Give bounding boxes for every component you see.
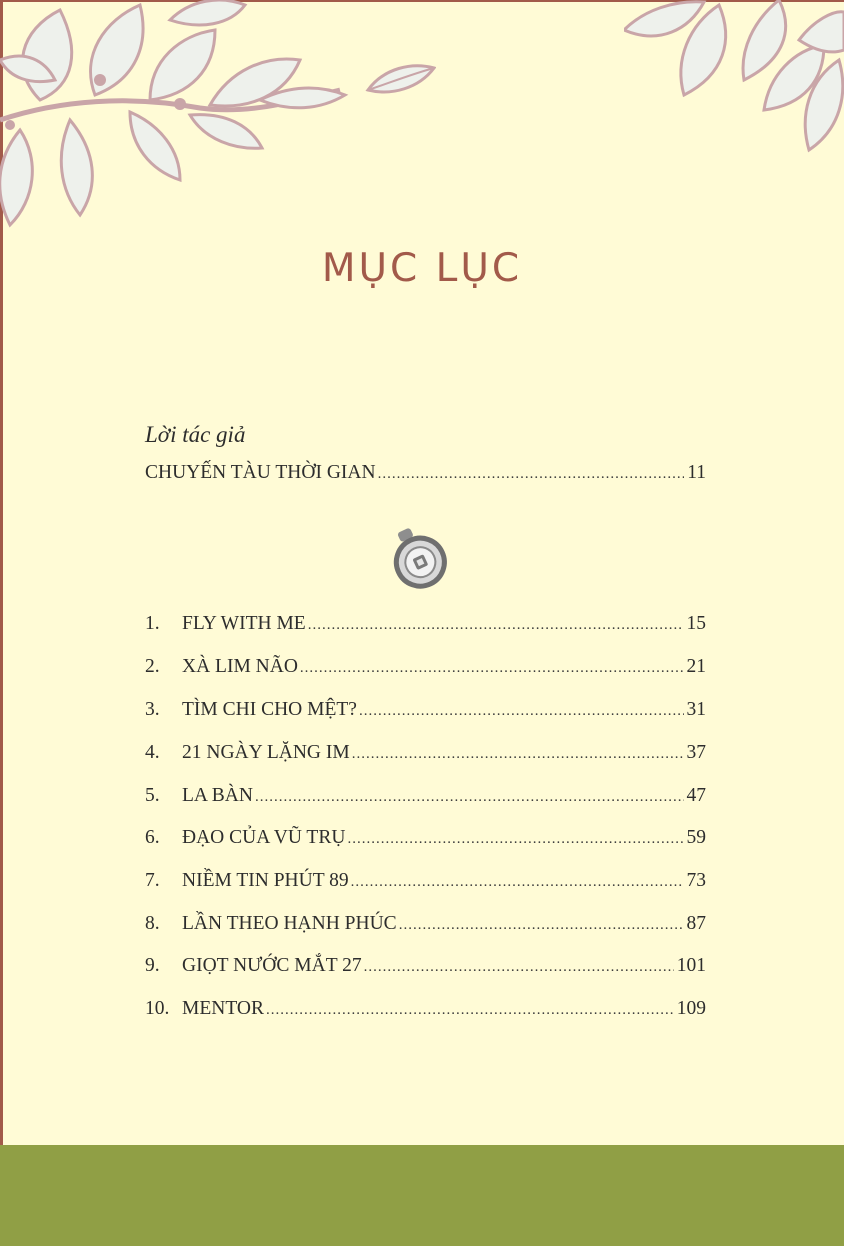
toc-leader-dots: [352, 746, 684, 763]
toc-page-number: 87: [686, 913, 706, 934]
floating-leaf-decoration: [364, 60, 436, 96]
floral-branch-right-decoration: [624, 0, 844, 160]
toc-page-number: 37: [686, 742, 706, 763]
toc-page-number: 31: [686, 699, 706, 720]
toc-entry-title: LA BÀN: [182, 785, 253, 806]
toc-entry-title: FLY WITH ME: [182, 613, 306, 634]
toc-entry-title: TÌM CHI CHO MỆT?: [182, 699, 357, 720]
toc-page-number: 15: [686, 613, 706, 634]
toc-entry-number: 2.: [145, 656, 160, 677]
toc-entry-number: 1.: [145, 613, 160, 634]
toc-leader-dots: [347, 831, 683, 848]
footer-color-band: [0, 1145, 844, 1246]
toc-entry-number: 7.: [145, 870, 160, 891]
toc-page-number: 47: [686, 785, 706, 806]
toc-page-number: 73: [686, 870, 706, 891]
toc-entry[interactable]: [145, 870, 706, 896]
toc-entry-title: ĐẠO CỦA VŨ TRỤ: [182, 827, 346, 848]
toc-entry-title: MENTOR: [182, 998, 264, 1019]
compass-icon: [383, 522, 457, 596]
toc-entry-number: 8.: [145, 913, 160, 934]
page-title: MỤC LỤC: [321, 246, 523, 291]
toc-entry-number: 6.: [145, 827, 160, 848]
toc-entry-title: LẦN THEO HẠNH PHÚC: [182, 913, 397, 934]
toc-entry-prologue[interactable]: [145, 462, 706, 488]
toc-entry-number: 4.: [145, 742, 160, 763]
toc-page-number: 101: [676, 955, 706, 976]
toc-entry[interactable]: [145, 827, 706, 853]
toc-entry[interactable]: [145, 699, 706, 725]
toc-page-number: 21: [686, 656, 706, 677]
toc-leader-dots: [359, 703, 684, 720]
toc-page-number: 11: [687, 462, 706, 483]
toc-entry-title: XÀ LIM NÃO: [182, 656, 298, 677]
foreword-heading: Lời tác giả: [145, 422, 246, 447]
toc-leader-dots: [308, 617, 684, 634]
toc-entry[interactable]: [145, 955, 706, 981]
toc-entry[interactable]: [145, 998, 706, 1024]
toc-entry-number: 5.: [145, 785, 160, 806]
toc-leader-dots: [399, 917, 684, 934]
toc-leader-dots: [378, 466, 685, 483]
toc-page-number: 59: [686, 827, 706, 848]
toc-entry-number: 10.: [145, 998, 170, 1019]
toc-leader-dots: [255, 789, 684, 806]
toc-entry-title: 21 NGÀY LẶNG IM: [182, 742, 350, 763]
toc-leader-dots: [364, 959, 674, 976]
toc-entry[interactable]: [145, 742, 706, 768]
toc-leader-dots: [351, 874, 684, 891]
toc-entry-title: NIỀM TIN PHÚT 89: [182, 870, 349, 891]
toc-entry-number: 3.: [145, 699, 160, 720]
toc-entry[interactable]: [145, 656, 706, 682]
toc-entry-title: GIỌT NƯỚC MẮT 27: [182, 955, 362, 976]
toc-entry-number: 9.: [145, 955, 160, 976]
floral-branch-left-decoration: [0, 0, 350, 230]
toc-entry-title: CHUYẾN TÀU THỜI GIAN: [145, 462, 376, 483]
toc-leader-dots: [266, 1002, 674, 1019]
toc-entry[interactable]: [145, 913, 706, 939]
toc-entry[interactable]: [145, 785, 706, 811]
toc-leader-dots: [300, 660, 684, 677]
toc-entry[interactable]: [145, 613, 706, 639]
toc-page-number: 109: [676, 998, 706, 1019]
